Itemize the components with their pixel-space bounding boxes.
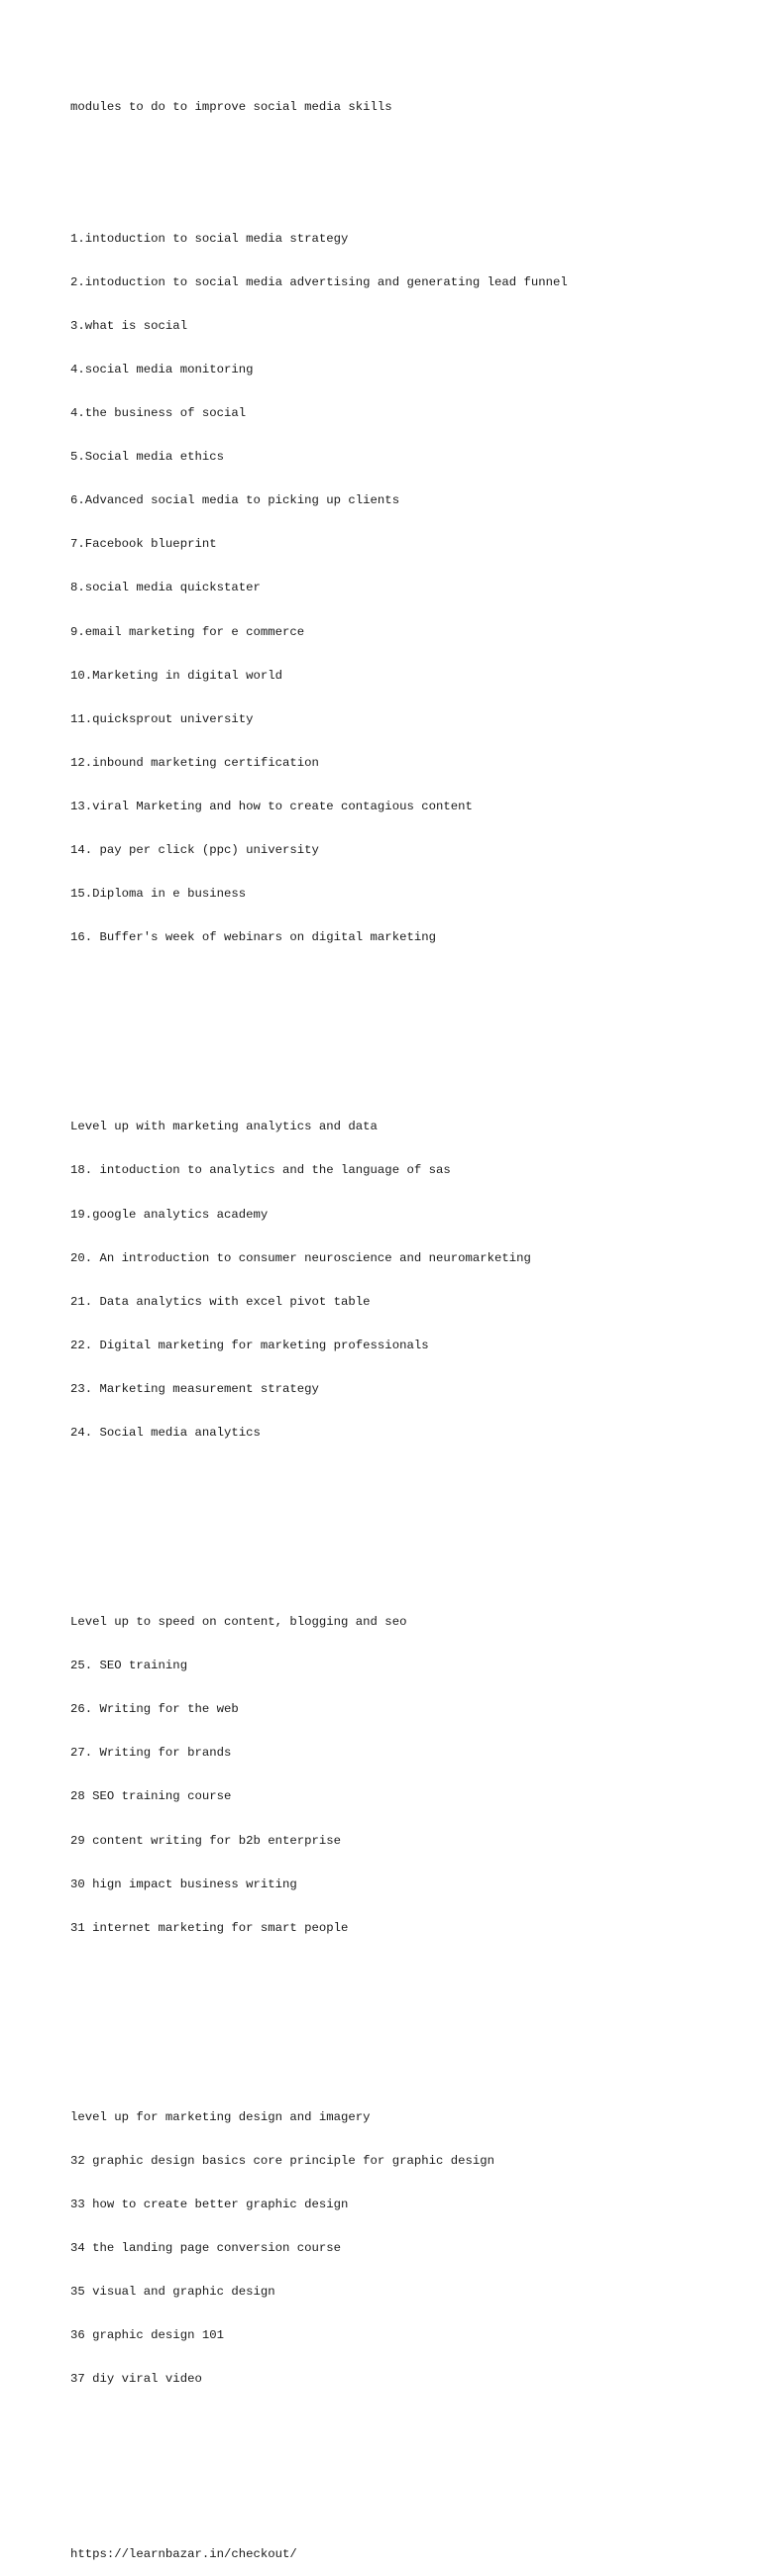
- spacer: [70, 2008, 744, 2037]
- analytics-section: [70, 1091, 744, 1469]
- list-item: 30 hign impact business writing: [70, 1877, 297, 1891]
- document-heading: modules to do to improve social media skills: [70, 100, 392, 115]
- list-item: 31 internet marketing for smart people: [70, 1920, 349, 1935]
- list-item: 27. Writing for brands: [70, 1746, 232, 1761]
- list-item: 18. intoduction to analytics and the language of sas: [70, 1163, 451, 1178]
- list-item: 6.Advanced social media to picking up clients: [70, 493, 400, 508]
- list-item: 19.google analytics academy: [70, 1207, 269, 1222]
- list-item: 22. Digital marketing for marketing professionals: [70, 1338, 429, 1352]
- list-item: 1.intoduction to social media strategy: [70, 231, 349, 246]
- spacer: [70, 145, 744, 160]
- list-item: 23. Marketing measurement strategy: [70, 1381, 319, 1396]
- spacer: [70, 2460, 744, 2504]
- section-heading: Level up with marketing analytics and data: [70, 1120, 378, 1134]
- section-heading: level up for marketing design and imagery: [70, 2109, 371, 2124]
- document-page: [70, 71, 744, 2576]
- spacer: [70, 1513, 744, 1542]
- list-item: 3.what is social: [70, 318, 188, 333]
- list-item: 28 SEO training course: [70, 1789, 232, 1804]
- list-item: 34 the landing page conversion course: [70, 2241, 342, 2256]
- list-item: 8.social media quickstater: [70, 581, 261, 595]
- list-item: 16. Buffer's week of webinars on digital marketing: [70, 930, 436, 945]
- list-item: 20. An introduction to consumer neuroscience and neuromarketing: [70, 1250, 531, 1265]
- list-item: 25. SEO training: [70, 1659, 188, 1673]
- checkout-link[interactable]: https://learnbazar.in/checkout/: [70, 2546, 297, 2561]
- list-item: 36 graphic design 101: [70, 2328, 224, 2343]
- list-item: 15.Diploma in e business: [70, 887, 247, 902]
- list-item: 29 content writing for b2b enterprise: [70, 1833, 342, 1848]
- list-item: 7.Facebook blueprint: [70, 537, 217, 552]
- modules-list: [70, 202, 744, 974]
- list-item: 33 how to create better graphic design: [70, 2198, 349, 2212]
- list-item: 26. Writing for the web: [70, 1702, 239, 1717]
- list-item: 32 graphic design basics core principle for graphic design: [70, 2153, 495, 2168]
- list-item: 11.quicksprout university: [70, 711, 254, 726]
- checkout-link-line: [70, 2547, 744, 2562]
- list-item: 14. pay per click (ppc) university: [70, 843, 319, 858]
- list-item: 4.the business of social: [70, 406, 247, 421]
- list-item: 9.email marketing for e commerce: [70, 624, 305, 639]
- design-section: [70, 2081, 744, 2415]
- list-item: 13.viral Marketing and how to create contagious content: [70, 799, 473, 813]
- section-heading: Level up to speed on content, blogging and seo: [70, 1615, 407, 1630]
- list-item: 21. Data analytics with excel pivot table: [70, 1294, 371, 1309]
- list-item: 35 visual and graphic design: [70, 2285, 275, 2300]
- list-item: 2.intoduction to social media advertising and generating lead funnel: [70, 274, 568, 289]
- list-item: 5.Social media ethics: [70, 450, 224, 465]
- spacer: [70, 1018, 744, 1046]
- list-item: 4.social media monitoring: [70, 362, 254, 376]
- content-section: [70, 1586, 744, 1965]
- list-item: 12.inbound marketing certification: [70, 755, 319, 770]
- list-item: 24. Social media analytics: [70, 1425, 261, 1440]
- list-item: 10.Marketing in digital world: [70, 668, 283, 683]
- list-item: 37 diy viral video: [70, 2372, 202, 2387]
